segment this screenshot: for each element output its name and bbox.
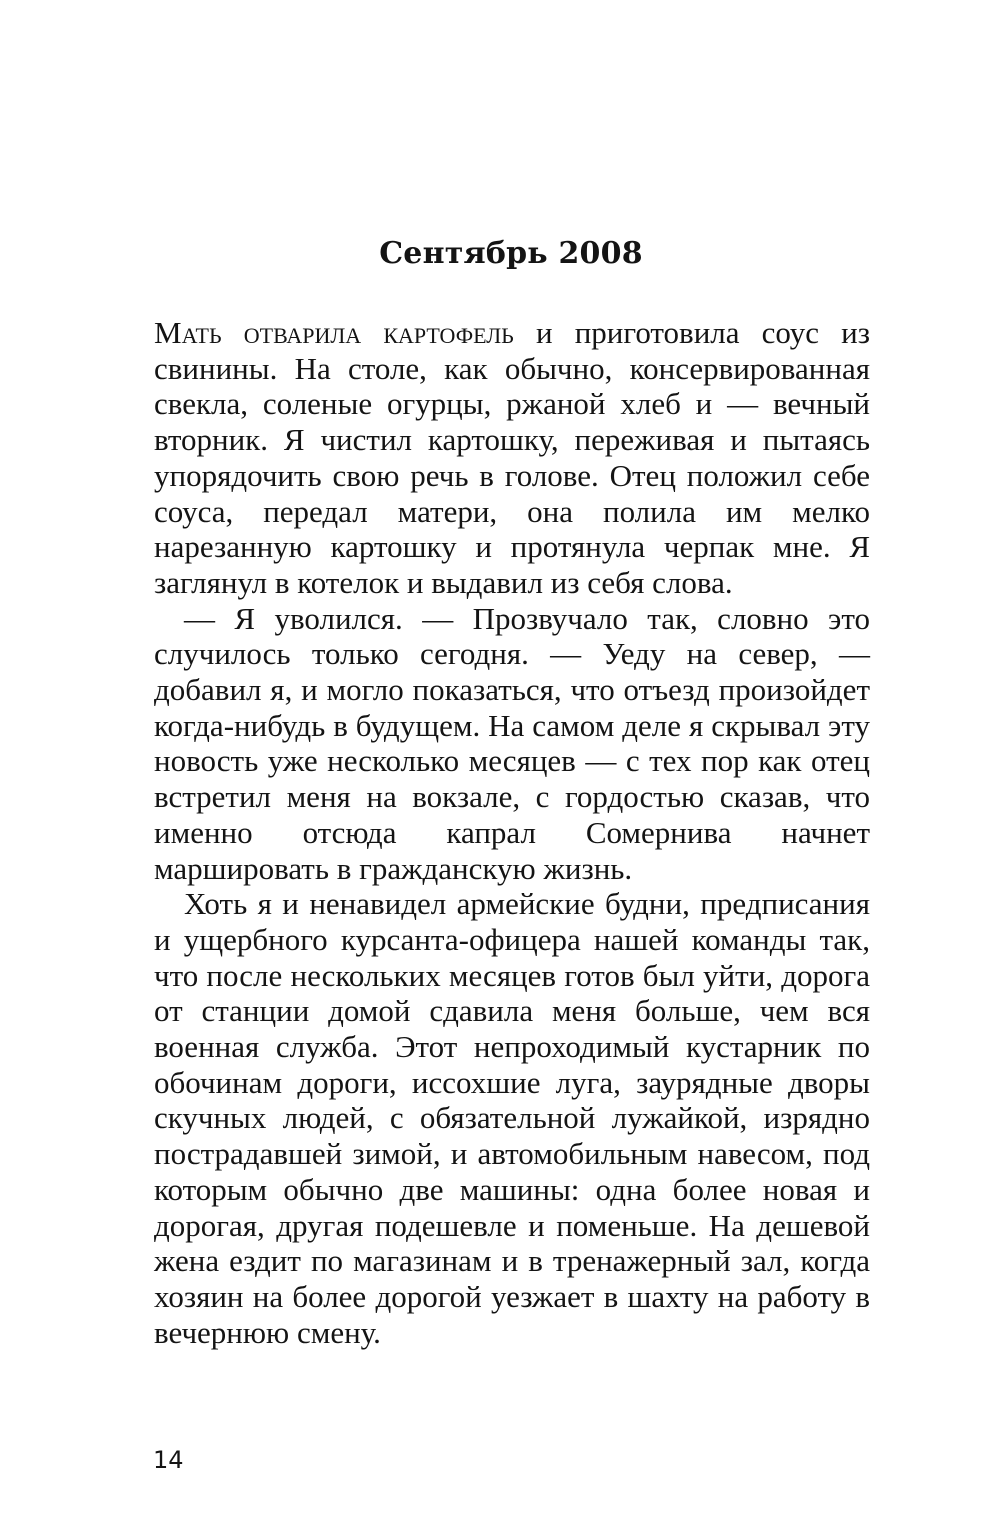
paragraph-3 bbox=[154, 886, 870, 1350]
paragraph-text: — Я уволился. — Прозвучало так, словно это случилось только сегодня. — Уеду на север, — добавил я, и могло показаться, что отъезд произойдет когда-нибудь в будущем. На самом деле я скрывал эту новость уже несколько месяцев — с тех пор как отец встретил меня на вокзале, с гордостью сказав, что именно отсюда капрал Сомернива начнет маршировать в гражданскую жизнь. bbox=[154, 600, 870, 886]
paragraph-1 bbox=[154, 315, 870, 601]
body-text bbox=[154, 315, 870, 1350]
chapter-title: Сентябрь 2008 bbox=[379, 236, 643, 271]
page-number: 14 bbox=[153, 1446, 184, 1474]
paragraph-2 bbox=[154, 601, 870, 887]
paragraph-text: Хоть я и ненавидел армейские будни, предписания и ущербного курсанта-офицера нашей команды так, что после нескольких месяцев готов был уйти, дорога от станции домой сдавила меня больше, чем вся военная служба. Этот непроходимый кустарник по обочинам дороги, иссохшие луга, заурядные дворы скучных людей, с обязательной лужайкой, изрядно пострадавшей зимой, и автомобильным навесом, под которым обычно две машины: одна более новая и дорогая, другая подешевле и поменьше. На дешевой жена ездит по магазинам и в тренажерный зал, когда хозяин на более дорогой уезжает в шахту на работу в вечернюю смену. bbox=[154, 886, 870, 1350]
paragraph-lead-small-caps: Мать отварила картофель bbox=[154, 315, 514, 350]
paragraph-text: и приготовила соус из свинины. На столе, как обычно, консервированная свекла, соленые огурцы, ржаной хлеб и — вечный вторник. Я чистил картошку, переживая и пытаясь упорядочить свою речь в голове. Отец положил себе соуса, передал матери, она полила им мелко нарезанную картошку и протянула черпак мне. Я заглянул в котелок и выдавил из себя слова. bbox=[154, 315, 870, 600]
